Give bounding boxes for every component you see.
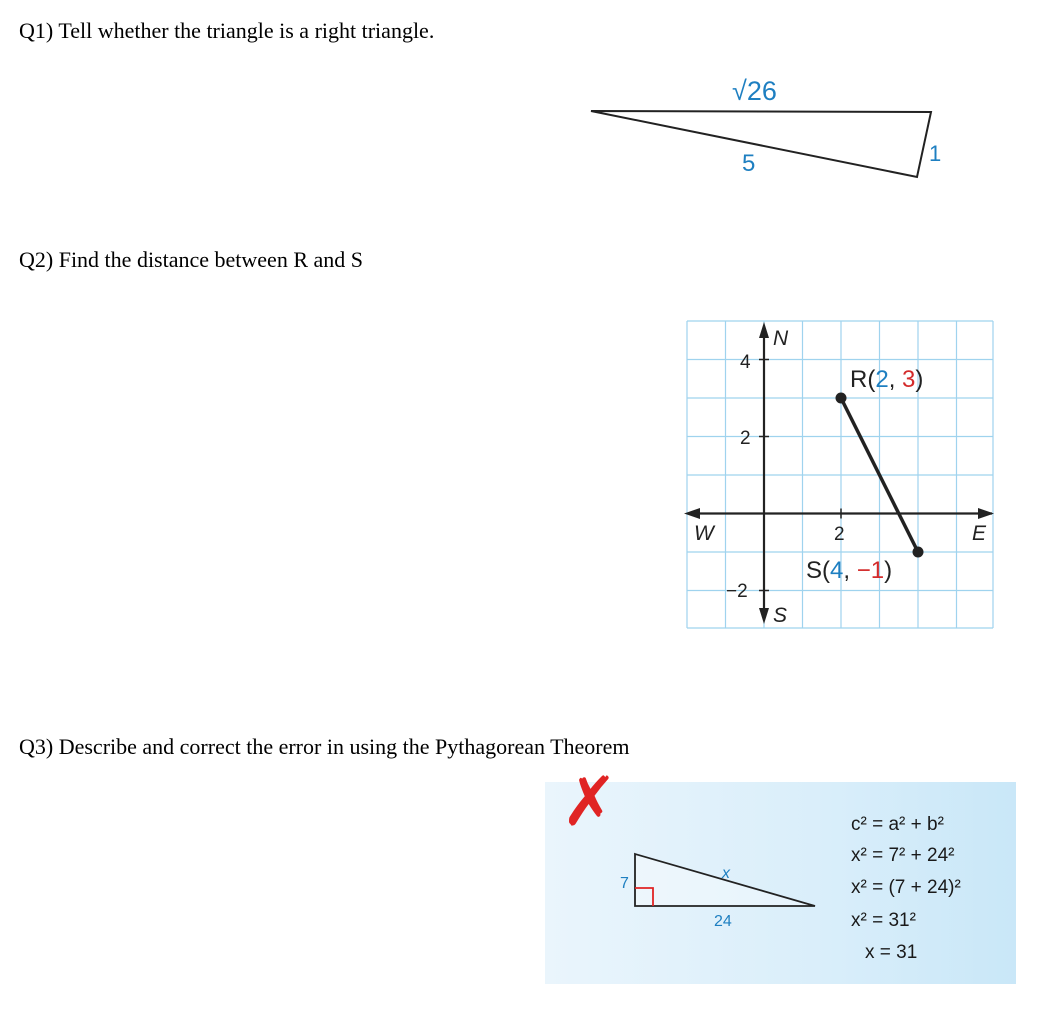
q2-label-west: W xyxy=(694,522,714,545)
q1-triangle xyxy=(591,111,931,177)
q2-arrow-north xyxy=(759,322,769,338)
q3-triangle-figure xyxy=(615,847,835,932)
q2-point-r xyxy=(836,393,847,404)
q3-step-5: x = 31 xyxy=(865,942,918,963)
q2-tick-y-2: 2 xyxy=(740,428,751,449)
q3-step-3: x² = (7 + 24)² xyxy=(851,877,961,898)
q3-leg-horizontal-label: 24 xyxy=(714,913,732,930)
q1-triangle-figure xyxy=(580,70,960,185)
q3-step-1: c² = a² + b² xyxy=(851,814,944,835)
question-1: Q1) Tell whether the triangle is a right triangle. xyxy=(19,18,435,43)
q3-step-4: x² = 31² xyxy=(851,910,916,931)
q2-label-north: N xyxy=(773,327,789,350)
q2-label-south: S xyxy=(773,604,788,627)
q3-step-2: x² = 7² + 24² xyxy=(851,845,955,866)
q1-long-leg-label: 5 xyxy=(742,150,756,177)
q3-error-x-icon: ✗ xyxy=(561,764,618,840)
q1-short-leg-label: 1 xyxy=(929,141,942,166)
question-3: Q3) Describe and correct the error in using the Pythagorean Theorem xyxy=(19,734,630,759)
q2-tick-x-2: 2 xyxy=(834,524,845,545)
q2-point-s-label: S(4, −1) xyxy=(806,557,893,584)
q2-point-r-label: R(2, 3) xyxy=(850,366,924,393)
q3-error-panel xyxy=(545,764,1016,984)
q2-point-s xyxy=(913,547,924,558)
q2-label-east: E xyxy=(972,522,987,545)
q2-coordinate-plane xyxy=(682,318,1002,633)
q2-tick-y-4: 4 xyxy=(740,352,751,373)
q3-hypotenuse-label: x xyxy=(722,865,730,882)
q2-arrow-east xyxy=(978,508,994,519)
q2-arrow-south xyxy=(759,608,769,624)
q2-tick-y-neg2: −2 xyxy=(726,581,748,602)
q1-hypotenuse-label: √26 xyxy=(732,76,777,106)
question-2: Q2) Find the distance between R and S xyxy=(19,247,363,272)
q3-leg-vertical-label: 7 xyxy=(620,875,629,892)
